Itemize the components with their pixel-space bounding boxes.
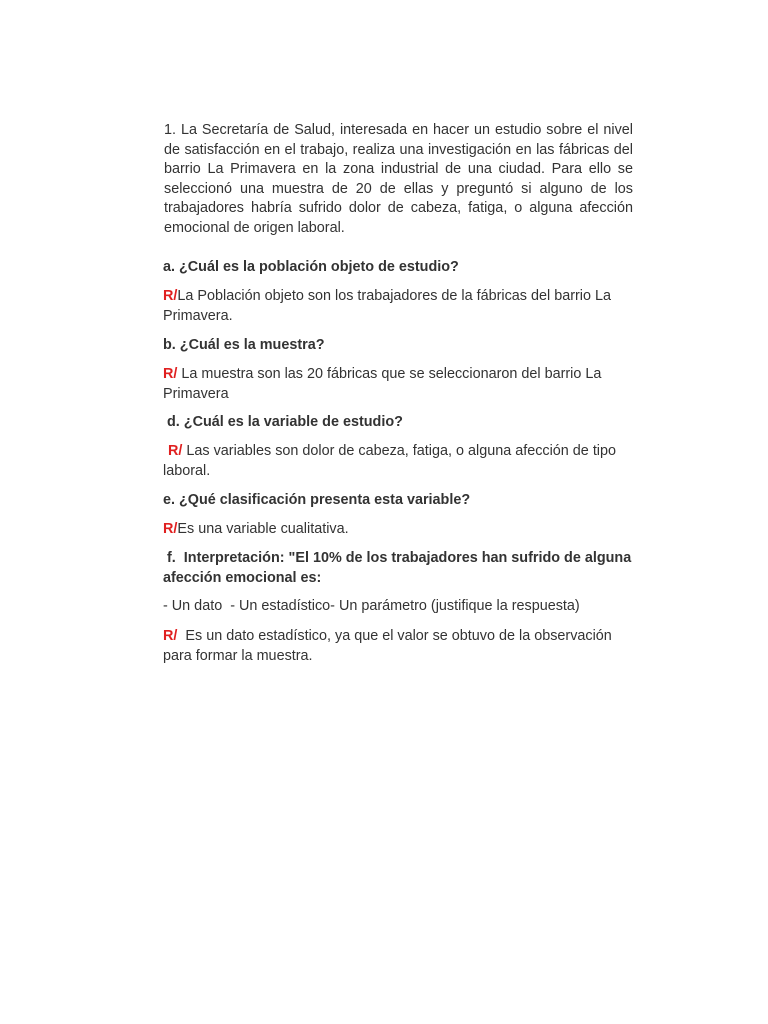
- problem-statement: 1. La Secretaría de Salud, interesada en hacer un estudio sobre el nivel de satisfacción en el trabajo, realiza una investigación en las fábricas del barrio La Primavera en la zona industrial de una ciudad. Para ello se seleccionó una muestra de 20 de ellas y preguntó si alguno de los trabajadores habría sufrido dolor de cabeza, fatiga, o alguna afección emocional de origen laboral.: [164, 122, 633, 236]
- options-f: - Un dato - Un estadístico- Un parámetro (justifique la respuesta): [163, 598, 580, 614]
- answer-f-text: Es un dato estadístico, ya que el valor se obtuvo de la observación para formar la muestra.: [163, 628, 616, 664]
- answer-a-text: La Población objeto son los trabajadores de la fábricas del barrio La Primavera.: [163, 288, 612, 324]
- answer-d: [163, 442, 643, 482]
- answer-e-text: Es una variable cualitativa.: [177, 521, 349, 537]
- answer-marker: R/: [163, 366, 178, 382]
- question-a: a. ¿Cuál es la población objeto de estudio?: [163, 259, 459, 275]
- answer-f: [163, 627, 643, 667]
- answer-marker: R/: [168, 443, 183, 459]
- question-b: b. ¿Cuál es la muestra?: [163, 337, 325, 353]
- question-d: d. ¿Cuál es la variable de estudio?: [163, 414, 403, 430]
- question-e: e. ¿Qué clasificación presenta esta variable?: [163, 492, 471, 508]
- question-f: f. Interpretación: "El 10% de los trabajadores han sufrido de alguna afección emocional es:: [163, 550, 636, 586]
- answer-e: [163, 520, 663, 540]
- answer-a: [163, 287, 633, 327]
- answer-b-text: La muestra son las 20 fábricas que se seleccionaron del barrio La Primavera: [163, 366, 602, 402]
- answer-marker: R/: [163, 521, 178, 537]
- answer-marker: R/: [163, 288, 178, 304]
- answer-d-text: Las variables son dolor de cabeza, fatiga, o alguna afección de tipo laboral.: [163, 443, 621, 479]
- answer-b: [163, 365, 633, 405]
- answer-marker: R/: [163, 628, 178, 644]
